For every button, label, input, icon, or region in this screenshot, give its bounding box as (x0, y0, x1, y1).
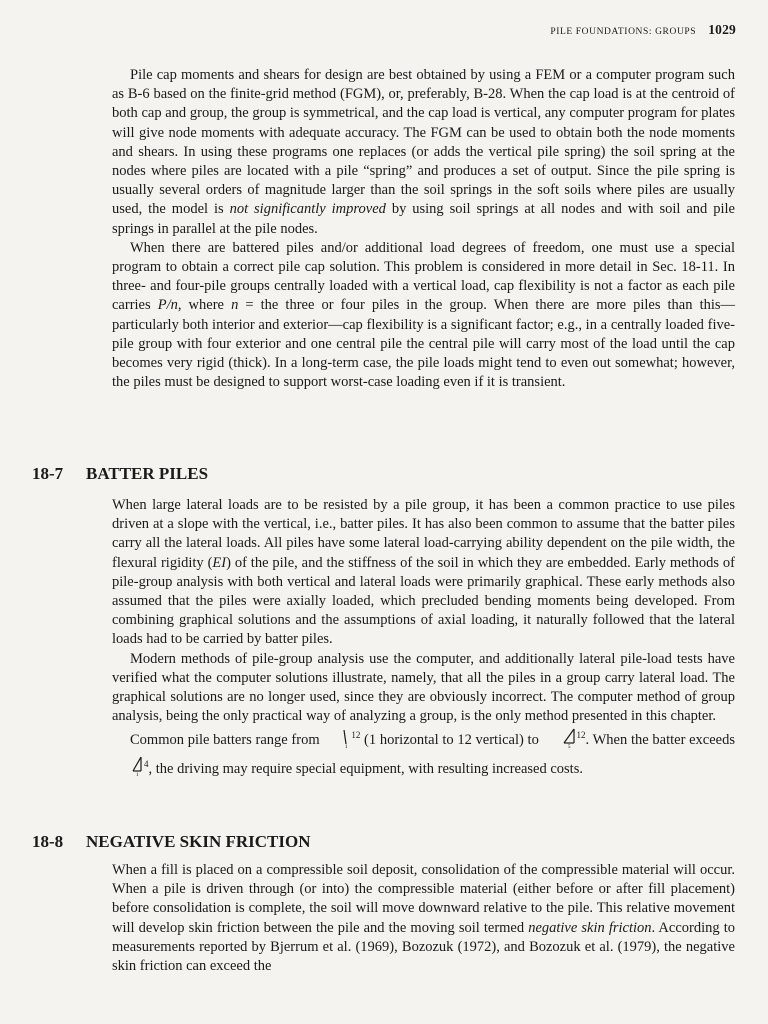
batter-ratio-1-12-icon (323, 728, 351, 754)
intro-text-block (112, 66, 735, 392)
negative-skin-friction-text-block (112, 861, 735, 976)
svg-text:1: 1 (345, 744, 348, 748)
paragraph: Pile cap moments and shears for design are best obtained by using a FEM or a computer program such as B-6 based on the finite-grid method (FGM), or, preferably, B-28. When the cap load is at the centroid of both cap and group, the group is symmetrical, and the cap load is vertical, any computer program for plates will give node moments with adequate accuracy. The FGM can be used to obtain both the node moments and shears. In using these programs one replaces (or adds the vertical pile spring) the soil spring at the nodes where piles are located with a pile “spring” and produces a set of output. Since the pile spring is usually several orders of magnitude larger than the soil springs in the soft soils where piles are usually used, the model is not significantly improved by using soil springs at all nodes and with soil and pile springs in parallel at the pile nodes. (112, 67, 735, 237)
section-title: BATTER PILES (86, 464, 209, 483)
batter-ratio-5-12-icon (543, 727, 577, 755)
batter-ratio-1-4-icon (112, 755, 144, 783)
page-number: 1029 (708, 22, 736, 37)
svg-text:5: 5 (567, 744, 571, 749)
paragraph: Common pile batters range from 1 $^{12}$ (1 horizontal to 12 vertical) to 5 $^{12}$. When the batter exceeds 1 $^4$, the driving may require special equipment, with resulting increased costs. (112, 726, 735, 783)
section-number: 18-7 (32, 464, 64, 483)
paragraph: Modern methods of pile-group analysis use the computer, and additionally lateral pile-load tests have verified what the computer solutions illustrate, namely, that all the piles in a group carry lateral load. The graphical solutions are no longer used, since they are obviously incorrect. The computer method of group analysis, being the only practical way of analyzing a group, is the only method presented in this chapter. (112, 650, 735, 725)
batter-piles-text-block (112, 496, 735, 784)
section-title: NEGATIVE SKIN FRICTION (86, 832, 311, 851)
running-head (550, 22, 736, 38)
paragraph: When large lateral loads are to be resisted by a pile group, it has been a common practice to use piles driven at a slope with the vertical, i.e., batter piles. It has also been common to assume that the batter piles carry all the lateral loads. All piles have some lateral load-carrying ability dependent on the pile width, the flexural rigidity (EI) of the pile, and the stiffness of the soil in which they are embedded. Early methods of pile-group analysis with both vertical and lateral loads were primarily graphical. These early methods also assumed that the piles were axially loaded, which precluded bending moments being developed. From combining graphical solutions and the assumptions of axial loading, it naturally followed that the lateral loads had to be carried by batter piles. (112, 497, 735, 648)
running-head-title: PILE FOUNDATIONS: GROUPS (550, 27, 697, 37)
section-number: 18-8 (32, 832, 64, 851)
paragraph: When there are battered piles and/or additional load degrees of freedom, one must use a special program to obtain a correct pile cap solution. This problem is considered in more detail in Sec. 18-11. In three- and four-pile groups centrally loaded with a vertical load, cap flexibility is not a factor as each pile carries P/n, where n = the three or four piles in the group. When there are more piles than this—particularly both interior and exterior—cap flexibility is a significant factor; e.g., in a centrally loaded five-pile group with four exterior and one central pile the central pile will carry most of the load until the cap becomes very rigid (thick). In a long-term case, the pile loads might tend to even out somewhat; however, the piles must be designed to support worst-case loading even if it is transient. (112, 239, 736, 391)
svg-text:1: 1 (136, 773, 139, 778)
paragraph: When a fill is placed on a compressible soil deposit, consolidation of the compressible material will occur. When a pile is driven through (or into) the compressible material (either before or after fill placement) before consolidation is complete, the soil will move downward relative to the pile. This relative movement will develop skin friction between the pile and the moving soil termed negative skin friction. According to measurements reported by Bjerrum et al. (1969), Bozozuk (1972), and Bozozuk et al. (1979), the negative skin friction can exceed the (112, 862, 735, 975)
section-heading-batter-piles (32, 464, 208, 484)
section-heading-negative-skin-friction (32, 832, 311, 852)
